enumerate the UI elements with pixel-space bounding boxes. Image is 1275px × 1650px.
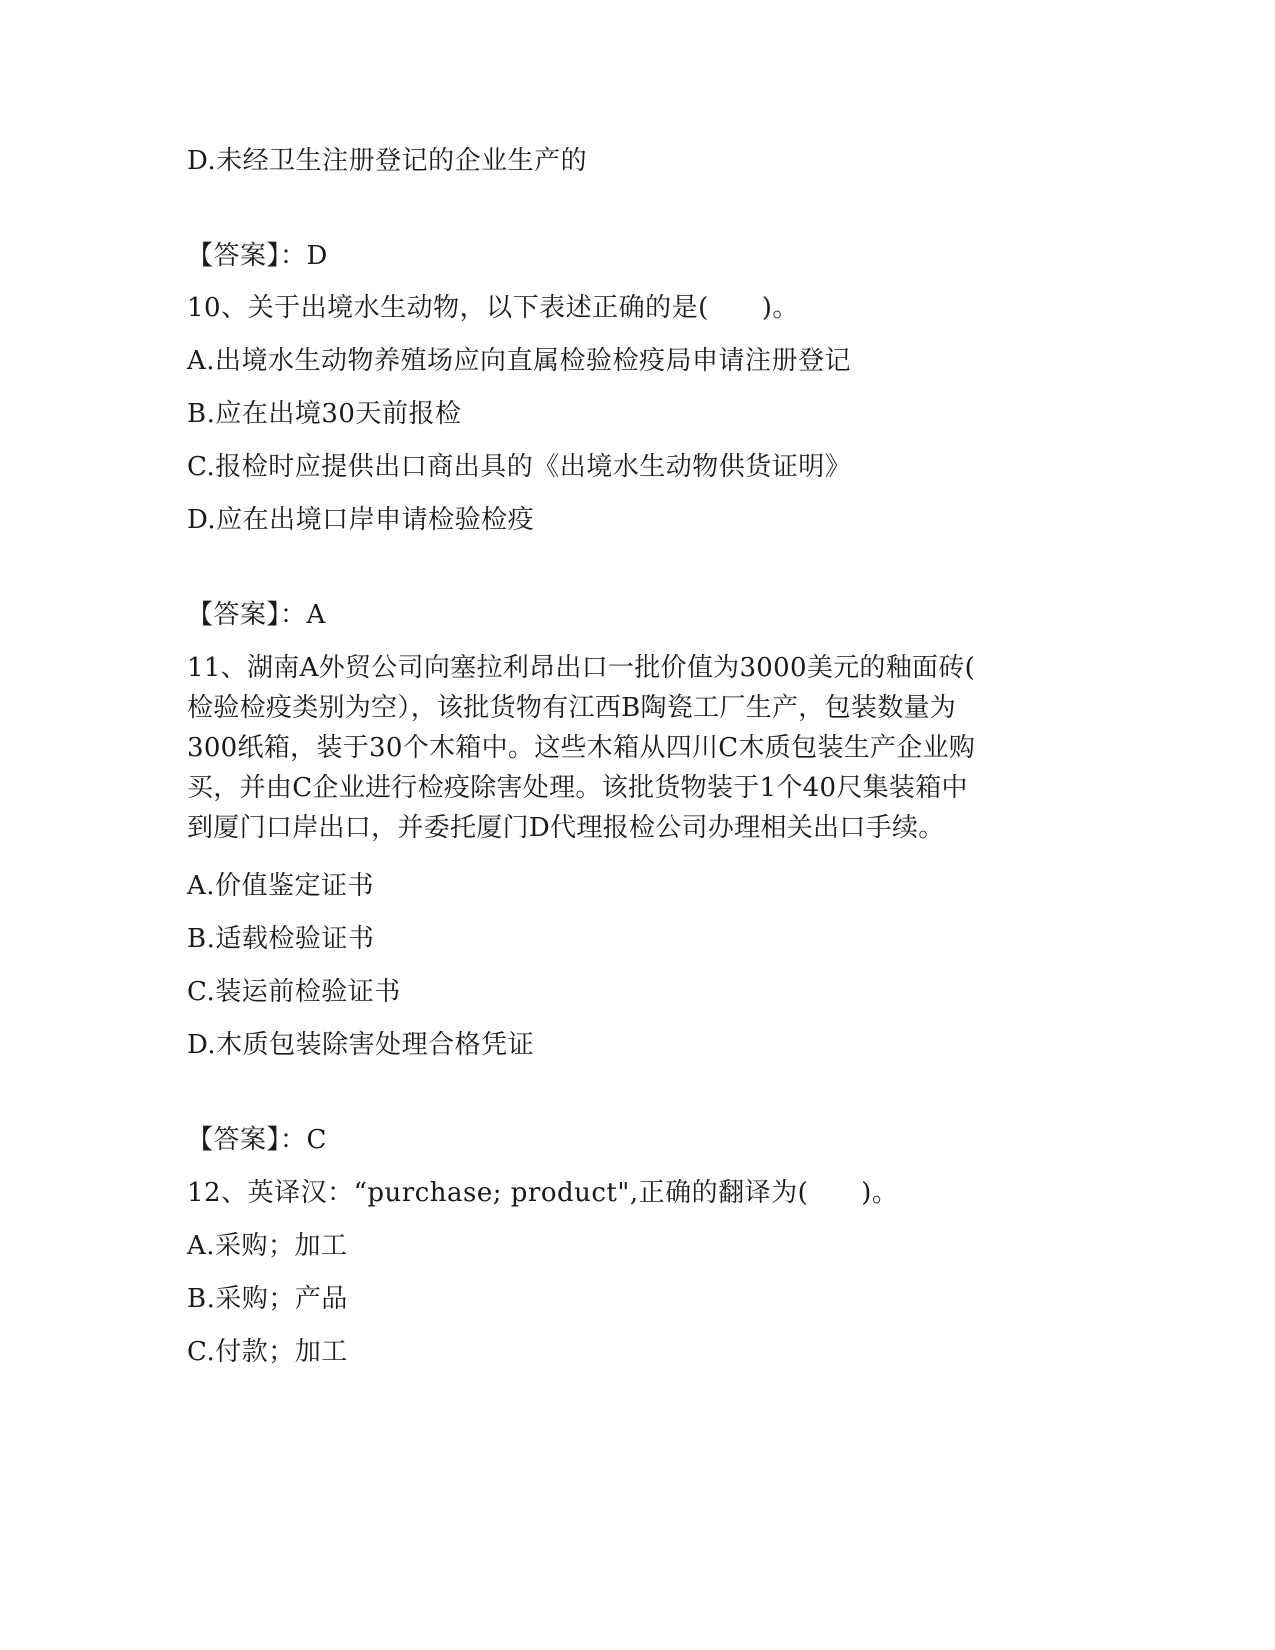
answer-label: 【答案】：A (187, 600, 326, 630)
option-item: C.报检时应提供出口商出具的《出境水生动物供货证明》 (187, 452, 852, 482)
option-item: D.应在出境口岸申请检验检疫 (187, 505, 535, 535)
question-10-text: 10、关于出境水生动物，以下表述正确的是( )。 (187, 293, 799, 323)
option-item: D.木质包装除害处理合格凭证 (187, 1030, 535, 1060)
option-item: A.采购；加工 (187, 1231, 348, 1261)
question-text-line: 11、湖南A外贸公司向塞拉利昂出口一批价值为3000美元的釉面砖( (187, 653, 976, 683)
option-item: C.装运前检验证书 (187, 977, 401, 1007)
question-text-line: 300纸箱，装于30个木箱中。这些木箱从四川C木质包装生产企业购 (187, 733, 976, 763)
option-item: B.应在出境30天前报检 (187, 399, 462, 429)
answer-label: 【答案】：C (187, 1125, 327, 1155)
option-item: C.付款；加工 (187, 1337, 348, 1367)
option-item: B.采购；产品 (187, 1284, 348, 1314)
option-item: B.适载检验证书 (187, 924, 375, 954)
option-item: A.价值鉴定证书 (187, 871, 375, 901)
answer-label: 【答案】：D (187, 241, 328, 271)
question-12-text: 12、英译汉：“purchase; product",正确的翻译为( )。 (187, 1178, 899, 1208)
question-text-line: 买，并由C企业进行检疫除害处理。该批货物装于1个40尺集装箱中 (187, 773, 968, 803)
option-item: D.未经卫生注册登记的企业生产的 (187, 146, 588, 176)
option-item: A.出境水生动物养殖场应向直属检验检疫局申请注册登记 (187, 346, 852, 376)
question-text-line: 检验检疫类别为空），该批货物有江西B陶瓷工厂生产，包装数量为 (187, 693, 957, 723)
question-text-line: 到厦门口岸出口，并委托厦门D代理报检公司办理相关出口手续。 (187, 813, 945, 843)
